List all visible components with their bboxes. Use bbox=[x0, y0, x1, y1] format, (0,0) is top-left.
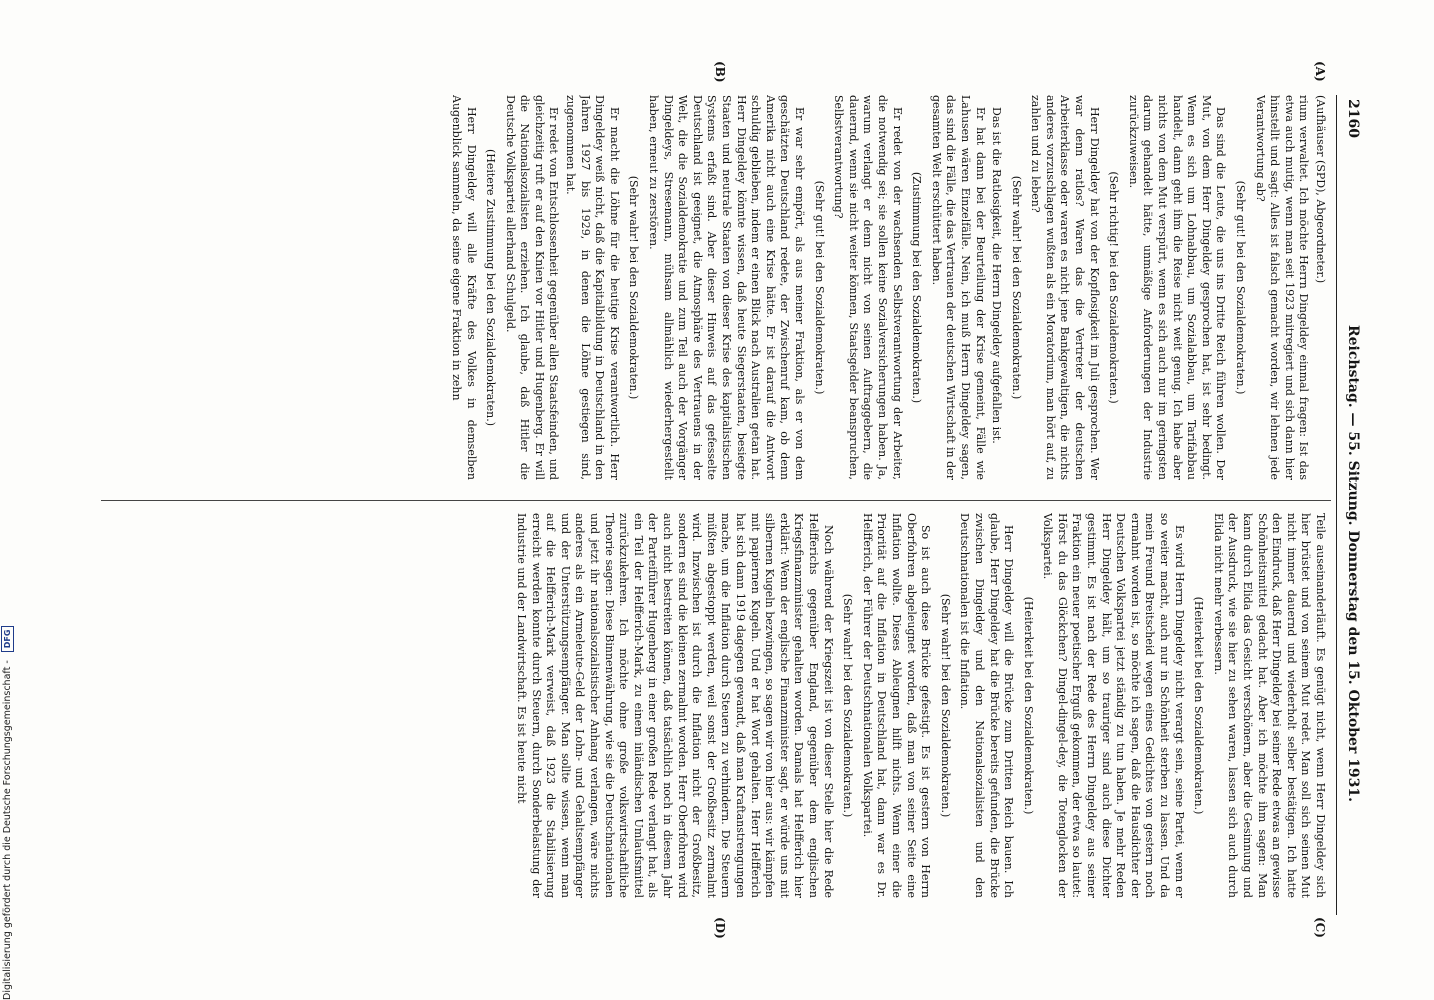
page-number: 2160 bbox=[1345, 99, 1361, 138]
interjection: (Sehr gut! bei den Sozialdemokraten.) bbox=[1234, 180, 1248, 395]
page-header bbox=[1336, 95, 1367, 915]
paragraph: Er redet von Entschlossenheit gegenüber allen Staatsfeinden, und gleichzeitig ruft er auf den Knien vor Hitler und Hugenberg. Er will die Nationalsozialisten erziehen. Ich glaube, daß Hitler die Deutsche Volkspartei allerhand Schulgeld. bbox=[503, 95, 561, 480]
interjection: (Heiterkeit bei den Sozialdemokraten.) bbox=[1192, 596, 1206, 815]
paragraph: Das sind die Leute, die uns ins Dritte Reich führen wollen. Der Mut, von dem Herr Dingeldey gesprochen hat, ist sehr bedingt. Wenn es sich um Lohnabbau, um Sozialabbau, um Tarifabbau handelt, dann geht ihm die Reise nicht weit genug. Ich habe aber nichts von dem Mut verspürt, wenn es sich auch nur im geringsten darum gehandelt hätte, unmäßige Anforderungen der Industrie zurückzuweisen. bbox=[1126, 95, 1228, 480]
margin-mark-c: (C) bbox=[1313, 917, 1327, 938]
interjection: (Sehr wahr! bei den Sozialdemokraten.) bbox=[841, 593, 855, 818]
rotated-page-content bbox=[95, 61, 1367, 939]
left-text-column bbox=[102, 95, 1327, 480]
right-text-column bbox=[102, 513, 1327, 898]
paragraph: Teile auseinanderläuft. Es genügt nicht, wenn Herr Dingeldey sich hier brüstet und von seinem Mut redet. Man soll sich seinen Mut nicht immer dauernd und wiederholt selber bestätigen. Ich hatte den Eindruck, daß Herr Dingeldey bei seiner Rede etwas an gewisse Schönheitsmittel gedacht hat. Aber ich möchte ihm sagen: Man kann durch Elida das Gesicht verschönern, aber die Gesinnung und der Ausdruck, wie sie hier zu sehen waren, lassen sich auch durch Elida nicht mehr verbessern. bbox=[1211, 513, 1327, 898]
interjection: (Zustimmung bei den Sozialdemokraten.) bbox=[910, 171, 924, 404]
paragraph: (Aufhäuser (SPD), Abgeordneter.) bbox=[1314, 95, 1327, 284]
margin-mark-d: (D) bbox=[713, 917, 727, 939]
margin-mark-a: (A) bbox=[1313, 61, 1327, 82]
paragraph: Er macht die Löhne für die heutige Krise verantwortlich. Herr Dingeldey weiß nicht, daß die Kapitalbildung in Deutschland in den Jahren 1927 bis 1929, in denen die Löhne gestiegen sind, zugenommen hat. bbox=[564, 95, 621, 480]
interjection: (Heitere Zustimmung bei den Sozialdemokraten.) bbox=[484, 148, 498, 427]
paragraph: Es wird Herrn Dingeldey nicht verargt sein, seine Partei, wenn er so weiter macht, auch nur in Schönheit sterben zu lassen. Und da mein Freund Breitscheid wegen eines Gedichtes von gestern noch ermahnt worden ist, so möchte ich sagen, daß die Hausdichter der Deutschen Volkspartei jetzt ständig zu tun haben. Je mehr Reden Herr Dingeldey hält, um so trauriger sind auch diese Dichter gestimmt. Es ist nach der Rede des Herrn Dingeldey aus seiner Fraktion ein neuer poetischer Erguß gekommen, der etwa so lautet: Hörst du das Glöckchen? Dingel-dingel-dey, die Totenglocken der Volkspartei. bbox=[1041, 513, 1186, 898]
paragraph: Er redet von der wachsenden Selbstverantwortung der Arbeiter, die notwendig sei; sie sollen keine Sozialversicherungen haben. Ja, warum verlangt er denn nicht von seinen Auftraggebern, die dauernd, wenn sie nicht weiter können, Staatsgelder beanspruchen, Selbstverantwortung? bbox=[832, 95, 904, 480]
digitization-footer bbox=[1, 10, 15, 1000]
paragraph: Herr Dingeldey will alle Kräfte des Volkes in demselben Augenblick sammeln, da seine eigene Fraktion in zehn bbox=[449, 95, 478, 480]
paragraph: Er hat dann bei der Beurteilung der Krise gemeint, Fälle wie Lahusen wären Einzelfälle. Nein, ich muß Herrn Dingeldey sagen, das sind die Fälle, die das Vertrauen der deutschen Wirtschaft in der gesamten Welt erschüttert haben. bbox=[929, 95, 987, 480]
paragraph: Herr Dingeldey hat von der Kopflosigkeit im Juli gesprochen. Wer war denn ratlos? Waren das die Vertreter der deutschen Arbeiterklasse oder waren es nicht jene Bankgewaltigen, die nichts anderes vorzuschlagen wußten als ein Moratorium, man hört auf, zu zahlen und zu leben? bbox=[1029, 95, 1101, 480]
column-divider bbox=[101, 500, 1331, 501]
paragraph: Herr Dingeldey will die Brücke zum Dritten Reich bauen. Ich glaube, Herr Dingeldey hat die Brücke bereits gefunden, die Brücke zwischen Dingeldey und den Nationalsozialisten und den Deutschnationalen ist die Inflation. bbox=[958, 513, 1016, 898]
interjection: (Sehr richtig! bei den Sozialdemokraten.) bbox=[1107, 171, 1121, 404]
paragraph: Noch während der Kriegszeit ist von dieser Stelle hier die Rede Helfferichs gegenüber England, gegenüber dem englischen Kriegsfinanzminister gehalten worden. Damals hat Helfferich hier erklärt: Wenn der englische Finanzminister sagt, er würde uns mit silbernen Kugeln bezwingen, so sagen wir von hier aus: wir kämpfen mit papiernen Kugeln. Und er hat Wort gehalten. Herr Helfferich hat sich dann 1919 dagegen gewandt, daß man Kraftanstrengungen mache, um die Inflation durch Steuern zu verhindern. Die Steuern müßten abgestoppt werden, weil sonst der Großbesitz zermalmt wird. Inzwischen ist durch die Inflation nicht der Großbesitz, sondern es sind die kleinen zermalmt worden. Herr Oberfohren wird auch nicht bestreiten können, daß tatsächlich noch in diesem Jahr der Parteiführer Hugenberg in einer großen Rede verlangt hat, als ein Teil der Helfferich-Mark, zu einem inländischen Umlaufsmittel zurückzukehren. Ich möchte ohne große volkswirtschaftliche Theorie sagen: Diese Binnenwährung, wie sie die Deutschnationalen und jetzt ihr nationalsozialistischer Anhang verlangen, wäre nichts anderes als ein Armeleute-Geld der Lohn- und Gehaltsempfänger und der Unterstützungsempfänger. Man sollte wissen, wenn man auf die Helfferich-Mark verweist, daß 1923 die Stabilisierung erreicht werden konnte durch Steuern, durch Sonderbelastung der Industrie und der Landwirtschaft. Es ist heute nicht bbox=[515, 513, 835, 898]
paragraph: Er war sehr empört, als aus meiner Fraktion, als er von dem geschätzten Deutschland redete, der Zwischenruf kam, ob denn Amerika nicht auch eine Krise hätte. Er ist darauf die Antwort schuldig geblieben, indem er einen Blick nach Australien getan hat. Herr Dingeldey könnte wissen, daß heute Siegerstaaten, besiegte Staaten und neutrale Staaten von dieser Krise des kapitalistischen Systems erfaßt sind. Aber dieser Hinweis auf das gefesselte Deutschland ist geeignet, die Atmosphäre des Vertrauens in der Welt, die die Sozialdemokratie und zum Teil auch der Vorgänger Dingeldeys, Stresemann, mühsam allmählich wiederhergestellt haben, erneut zu zerstören. bbox=[647, 95, 806, 480]
footer-text: Digitalisierung gefördert durch die Deutsche Forschungsgemeinschaft - bbox=[2, 660, 13, 1000]
interjection: (Sehr wahr! bei den Sozialdemokraten.) bbox=[1009, 175, 1023, 400]
interjection: (Sehr wahr! bei den Sozialdemokraten.) bbox=[627, 175, 641, 400]
paragraph: So ist auch diese Brücke gefestigt. Es ist gestern von Herrn Oberfohren abgeleugnet worden, daß man von seiner Seite eine Inflation wollte. Dieses Ableugnen hilft nichts. Wenn einer die Priorität auf die Inflation in Deutschland hat, dann war es Dr. Helfferich, der Führer der Deutschnationalen Volkspartei. bbox=[860, 513, 933, 898]
interjection: (Sehr gut! bei den Sozialdemokraten.) bbox=[812, 180, 826, 395]
paragraph: Das ist die Ratlosigkeit, die Herrn Dingeldey aufgefallen ist. bbox=[990, 107, 1004, 444]
dfg-logo: DFG bbox=[1, 626, 14, 653]
margin-mark-b: (B) bbox=[713, 61, 727, 83]
interjection: (Heiterkeit bei den Sozialdemokraten.) bbox=[1021, 596, 1035, 815]
paragraph: rium verwaltet. Ich möchte Herrn Dingeldey einmal fragen: Ist das etwa auch mutig, wenn man seit 1923 mitregiert und sich dann hier hinstellt und sagt: Alles ist falsch gemacht worden, wir lehnen jede Verantwortung ab? bbox=[1253, 95, 1311, 480]
interjection: (Sehr wahr! bei den Sozialdemokraten.) bbox=[938, 593, 952, 818]
page-header-title: Reichstag. — 55. Sitzung. Donnerstag den 15. Oktober 1931. bbox=[1345, 325, 1361, 803]
